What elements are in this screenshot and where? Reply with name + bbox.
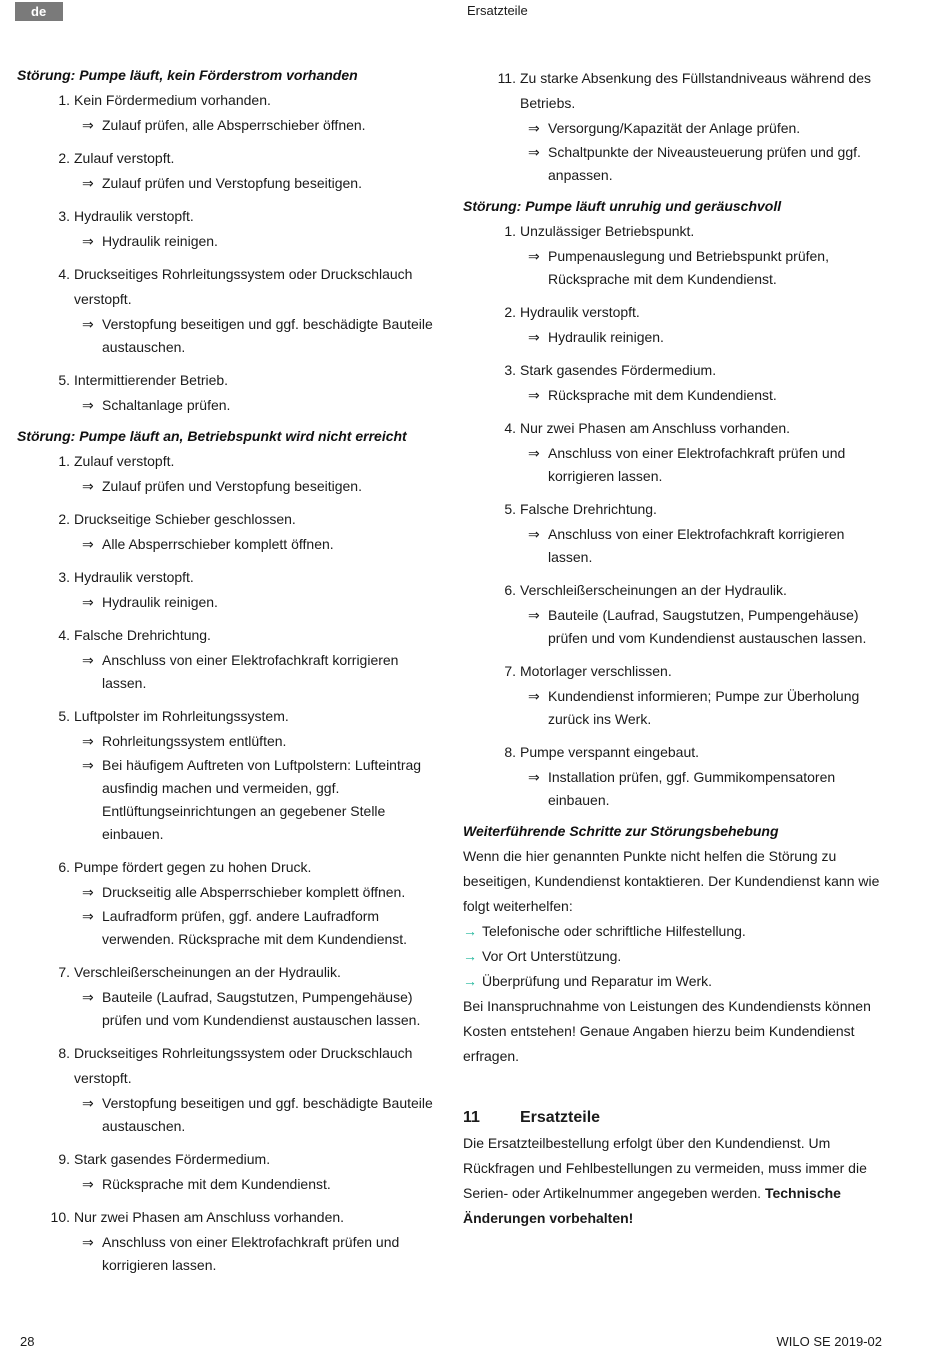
language-badge: de bbox=[15, 2, 63, 21]
item-text: Stark gasendes Fördermedium. bbox=[74, 1151, 271, 1167]
list-item bbox=[17, 507, 437, 556]
service-list bbox=[463, 919, 883, 994]
step-arrow-icon: ⇒ bbox=[528, 688, 540, 704]
step-text: Zulauf prüfen und Verstopfung beseitigen. bbox=[102, 478, 362, 494]
action-step bbox=[74, 905, 437, 951]
action-step bbox=[520, 141, 883, 187]
section-number: 11 bbox=[463, 1109, 480, 1126]
fault-heading: Störung: Pumpe läuft unruhig und geräuschvoll bbox=[463, 198, 782, 214]
step-arrow-icon: ⇒ bbox=[82, 316, 94, 332]
item-text: Falsche Drehrichtung. bbox=[520, 501, 657, 517]
list-item bbox=[17, 1041, 437, 1138]
step-text: Anschluss von einer Elektrofachkraft korrigieren lassen. bbox=[102, 652, 399, 691]
step-text: Rücksprache mit dem Kundendienst. bbox=[102, 1176, 331, 1192]
action-step bbox=[74, 533, 437, 556]
action-step bbox=[520, 384, 883, 407]
step-text: Druckseitig alle Absperrschieber komplett öffnen. bbox=[102, 884, 406, 900]
item-text: Pumpe fördert gegen zu hohen Druck. bbox=[74, 859, 312, 875]
step-text: Anschluss von einer Elektrofachkraft korrigieren lassen. bbox=[548, 526, 845, 565]
item-number: 6. bbox=[504, 582, 516, 598]
list-item bbox=[17, 1205, 437, 1277]
further-steps-heading: Weiterführende Schritte zur Störungsbehebung bbox=[463, 823, 779, 839]
list-item bbox=[463, 358, 883, 407]
list-item bbox=[463, 497, 883, 569]
fault-list bbox=[17, 88, 437, 417]
step-text: Laufradform prüfen, ggf. andere Laufradform verwenden. Rücksprache mit dem Kundendienst. bbox=[102, 908, 408, 947]
step-arrow-icon: ⇒ bbox=[528, 387, 540, 403]
step-text: Zulauf prüfen, alle Absperrschieber öffnen. bbox=[102, 117, 366, 133]
item-number: 3. bbox=[504, 362, 516, 378]
continued-list-item bbox=[463, 66, 883, 187]
item-text: Kein Fördermedium vorhanden. bbox=[74, 92, 271, 108]
item-text: Verschleißerscheinungen an der Hydraulik. bbox=[74, 964, 341, 980]
item-number: 3. bbox=[58, 208, 70, 224]
list-item bbox=[463, 66, 883, 187]
spare-parts-heading bbox=[463, 1107, 883, 1131]
list-item bbox=[17, 146, 437, 195]
step-arrow-icon: ⇒ bbox=[82, 536, 94, 552]
arrow-right-icon: → bbox=[463, 948, 477, 964]
further-steps-outro: Bei Inanspruchnahme von Leistungen des Kundendiensts können Kosten entstehen! Genaue Angaben hierzu beim Kundendienst erfragen. bbox=[463, 998, 871, 1064]
step-arrow-icon: ⇒ bbox=[528, 144, 540, 160]
action-step bbox=[520, 117, 883, 140]
step-text: Schaltpunkte der Niveausteuerung prüfen und ggf. anpassen. bbox=[548, 144, 861, 183]
action-step bbox=[520, 523, 883, 569]
fault-heading: Störung: Pumpe läuft, kein Förderstrom vorhanden bbox=[17, 67, 358, 83]
list-item bbox=[17, 960, 437, 1032]
step-arrow-icon: ⇒ bbox=[82, 117, 94, 133]
action-step bbox=[74, 475, 437, 498]
item-number: 6. bbox=[58, 859, 70, 875]
action-step bbox=[74, 986, 437, 1032]
step-arrow-icon: ⇒ bbox=[82, 652, 94, 668]
action-step bbox=[74, 1231, 437, 1277]
item-text: Hydraulik verstopft. bbox=[74, 569, 194, 585]
item-text: Luftpolster im Rohrleitungssystem. bbox=[74, 708, 289, 724]
item-number: 11. bbox=[497, 70, 516, 86]
item-number: 8. bbox=[58, 1045, 70, 1061]
list-item bbox=[17, 704, 437, 846]
list-item bbox=[463, 300, 883, 349]
step-arrow-icon: ⇒ bbox=[528, 248, 540, 264]
item-number: 4. bbox=[58, 266, 70, 282]
step-arrow-icon: ⇒ bbox=[82, 757, 94, 773]
fault-heading: Störung: Pumpe läuft an, Betriebspunkt wird nicht erreicht bbox=[17, 428, 407, 444]
step-text: Verstopfung beseitigen und ggf. beschädigte Bauteile austauschen. bbox=[102, 1095, 433, 1134]
step-arrow-icon: ⇒ bbox=[82, 733, 94, 749]
item-text: Pumpe verspannt eingebaut. bbox=[520, 744, 700, 760]
right-column bbox=[463, 66, 883, 1231]
step-text: Rohrleitungssystem entlüften. bbox=[102, 733, 287, 749]
footer-brand: WILO SE 2019-02 bbox=[776, 1334, 882, 1349]
item-number: 8. bbox=[504, 744, 516, 760]
step-arrow-icon: ⇒ bbox=[528, 607, 540, 623]
item-number: 5. bbox=[504, 501, 516, 517]
list-item bbox=[17, 368, 437, 417]
item-text: Zulauf verstopft. bbox=[74, 453, 175, 469]
action-step bbox=[520, 442, 883, 488]
item-number: 10. bbox=[50, 1209, 70, 1225]
further-steps-intro: Wenn die hier genannten Punkte nicht helfen die Störung zu beseitigen, Kundendienst kontaktieren. Der Kundendienst kann wie folgt weiterhelfen: bbox=[463, 848, 880, 914]
step-arrow-icon: ⇒ bbox=[528, 120, 540, 136]
action-step bbox=[74, 730, 437, 753]
spare-parts-body: Die Ersatzteilbestellung erfolgt über den Kundendienst. Um Rückfragen und Fehlbestellungen zu vermeiden, muss immer die Serien- oder Artikelnummer angegeben werden. bbox=[463, 1135, 867, 1201]
item-text: Hydraulik verstopft. bbox=[520, 304, 640, 320]
step-arrow-icon: ⇒ bbox=[528, 769, 540, 785]
action-step bbox=[520, 245, 883, 291]
action-step bbox=[520, 766, 883, 812]
action-step bbox=[74, 591, 437, 614]
fault-list bbox=[17, 449, 437, 1277]
item-number: 1. bbox=[58, 453, 70, 469]
further-steps-section bbox=[463, 822, 883, 1069]
step-arrow-icon: ⇒ bbox=[528, 329, 540, 345]
section-title: Ersatzteile bbox=[520, 1109, 601, 1126]
service-text: Telefonische oder schriftliche Hilfestellung. bbox=[482, 923, 746, 939]
step-text: Zulauf prüfen und Verstopfung beseitigen. bbox=[102, 175, 362, 191]
fault-list bbox=[463, 219, 883, 812]
item-number: 4. bbox=[504, 420, 516, 436]
item-number: 3. bbox=[58, 569, 70, 585]
action-step bbox=[74, 172, 437, 195]
service-item bbox=[463, 969, 883, 994]
item-text: Falsche Drehrichtung. bbox=[74, 627, 211, 643]
step-arrow-icon: ⇒ bbox=[82, 908, 94, 924]
step-arrow-icon: ⇒ bbox=[82, 884, 94, 900]
item-text: Hydraulik verstopft. bbox=[74, 208, 194, 224]
item-number: 7. bbox=[58, 964, 70, 980]
list-item bbox=[463, 659, 883, 731]
item-number: 5. bbox=[58, 708, 70, 724]
step-arrow-icon: ⇒ bbox=[82, 478, 94, 494]
service-text: Vor Ort Unterstützung. bbox=[482, 948, 622, 964]
list-item bbox=[463, 416, 883, 488]
step-text: Anschluss von einer Elektrofachkraft prüfen und korrigieren lassen. bbox=[548, 445, 846, 484]
list-item bbox=[17, 204, 437, 253]
action-step bbox=[74, 230, 437, 253]
step-text: Bauteile (Laufrad, Saugstutzen, Pumpengehäuse) prüfen und vom Kundendienst austauschen lassen. bbox=[102, 989, 421, 1028]
step-text: Versorgung/Kapazität der Anlage prüfen. bbox=[548, 120, 801, 136]
step-arrow-icon: ⇒ bbox=[82, 1095, 94, 1111]
step-text: Pumpenauslegung und Betriebspunkt prüfen, Rücksprache mit dem Kundendienst. bbox=[548, 248, 829, 287]
step-text: Installation prüfen, ggf. Gummikompensatoren einbauen. bbox=[548, 769, 836, 808]
step-text: Hydraulik reinigen. bbox=[102, 594, 218, 610]
step-text: Anschluss von einer Elektrofachkraft prüfen und korrigieren lassen. bbox=[102, 1234, 400, 1273]
noisy-pump-section bbox=[463, 197, 883, 812]
item-text: Stark gasendes Fördermedium. bbox=[520, 362, 717, 378]
list-item bbox=[17, 449, 437, 498]
item-number: 4. bbox=[58, 627, 70, 643]
fault-list bbox=[463, 66, 883, 187]
list-item bbox=[17, 623, 437, 695]
arrow-right-icon: → bbox=[463, 973, 477, 989]
step-text: Kundendienst informieren; Pumpe zur Überholung zurück ins Werk. bbox=[548, 688, 860, 727]
item-number: 9. bbox=[58, 1151, 70, 1167]
item-number: 7. bbox=[504, 663, 516, 679]
list-item bbox=[463, 740, 883, 812]
list-item bbox=[17, 88, 437, 137]
step-arrow-icon: ⇒ bbox=[82, 233, 94, 249]
page-number: 28 bbox=[20, 1334, 35, 1349]
action-step bbox=[520, 326, 883, 349]
item-text: Druckseitige Schieber geschlossen. bbox=[74, 511, 296, 527]
item-text: Nur zwei Phasen am Anschluss vorhanden. bbox=[520, 420, 791, 436]
list-item bbox=[17, 262, 437, 359]
step-text: Schaltanlage prüfen. bbox=[102, 397, 231, 413]
step-arrow-icon: ⇒ bbox=[82, 594, 94, 610]
list-item bbox=[17, 565, 437, 614]
step-text: Verstopfung beseitigen und ggf. beschädigte Bauteile austauschen. bbox=[102, 316, 433, 355]
step-arrow-icon: ⇒ bbox=[528, 445, 540, 461]
service-item bbox=[463, 919, 883, 944]
action-step bbox=[520, 604, 883, 650]
list-item bbox=[17, 855, 437, 951]
service-item bbox=[463, 944, 883, 969]
header-title: Ersatzteile bbox=[467, 3, 528, 18]
step-text: Hydraulik reinigen. bbox=[102, 233, 218, 249]
item-number: 2. bbox=[58, 150, 70, 166]
action-step bbox=[74, 1092, 437, 1138]
item-number: 2. bbox=[504, 304, 516, 320]
item-text: Nur zwei Phasen am Anschluss vorhanden. bbox=[74, 1209, 345, 1225]
action-step bbox=[74, 313, 437, 359]
spare-parts-notice: Technische Änderungen vorbehalten! bbox=[463, 1185, 841, 1226]
arrow-right-icon: → bbox=[463, 923, 477, 939]
spare-parts-text bbox=[463, 1131, 883, 1231]
item-text: Zulauf verstopft. bbox=[74, 150, 175, 166]
step-text: Alle Absperrschieber komplett öffnen. bbox=[102, 536, 334, 552]
action-step bbox=[74, 881, 437, 904]
action-step bbox=[74, 649, 437, 695]
item-number: 2. bbox=[58, 511, 70, 527]
item-text: Motorlager verschlissen. bbox=[520, 663, 672, 679]
step-text: Bei häufigem Auftreten von Luftpolstern: Lufteintrag ausfindig machen und vermeiden, ggf. Entlüftungseinrichtungen an gegebener Stelle einbauen. bbox=[102, 757, 422, 842]
list-item bbox=[17, 1147, 437, 1196]
item-text: Intermittierender Betrieb. bbox=[74, 372, 229, 388]
item-text: Zu starke Absenkung des Füllstandniveaus während des Betriebs. bbox=[520, 70, 871, 111]
action-step bbox=[74, 1173, 437, 1196]
item-text: Unzulässiger Betriebspunkt. bbox=[520, 223, 695, 239]
item-text: Druckseitiges Rohrleitungssystem oder Druckschlauch verstopft. bbox=[74, 266, 413, 307]
action-step bbox=[74, 754, 437, 846]
list-item bbox=[463, 219, 883, 291]
item-number: 1. bbox=[58, 92, 70, 108]
step-text: Bauteile (Laufrad, Saugstutzen, Pumpengehäuse) prüfen und vom Kundendienst austauschen lassen. bbox=[548, 607, 867, 646]
action-step bbox=[520, 685, 883, 731]
action-step bbox=[74, 394, 437, 417]
service-text: Überprüfung und Reparatur im Werk. bbox=[482, 973, 713, 989]
step-arrow-icon: ⇒ bbox=[528, 526, 540, 542]
step-arrow-icon: ⇒ bbox=[82, 397, 94, 413]
item-text: Verschleißerscheinungen an der Hydraulik. bbox=[520, 582, 787, 598]
step-arrow-icon: ⇒ bbox=[82, 989, 94, 1005]
step-text: Rücksprache mit dem Kundendienst. bbox=[548, 387, 777, 403]
action-step bbox=[74, 114, 437, 137]
step-arrow-icon: ⇒ bbox=[82, 1176, 94, 1192]
step-arrow-icon: ⇒ bbox=[82, 1234, 94, 1250]
item-number: 5. bbox=[58, 372, 70, 388]
list-item bbox=[463, 578, 883, 650]
step-text: Hydraulik reinigen. bbox=[548, 329, 664, 345]
left-column bbox=[17, 66, 437, 1287]
step-arrow-icon: ⇒ bbox=[82, 175, 94, 191]
item-text: Druckseitiges Rohrleitungssystem oder Druckschlauch verstopft. bbox=[74, 1045, 413, 1086]
item-number: 1. bbox=[504, 223, 516, 239]
